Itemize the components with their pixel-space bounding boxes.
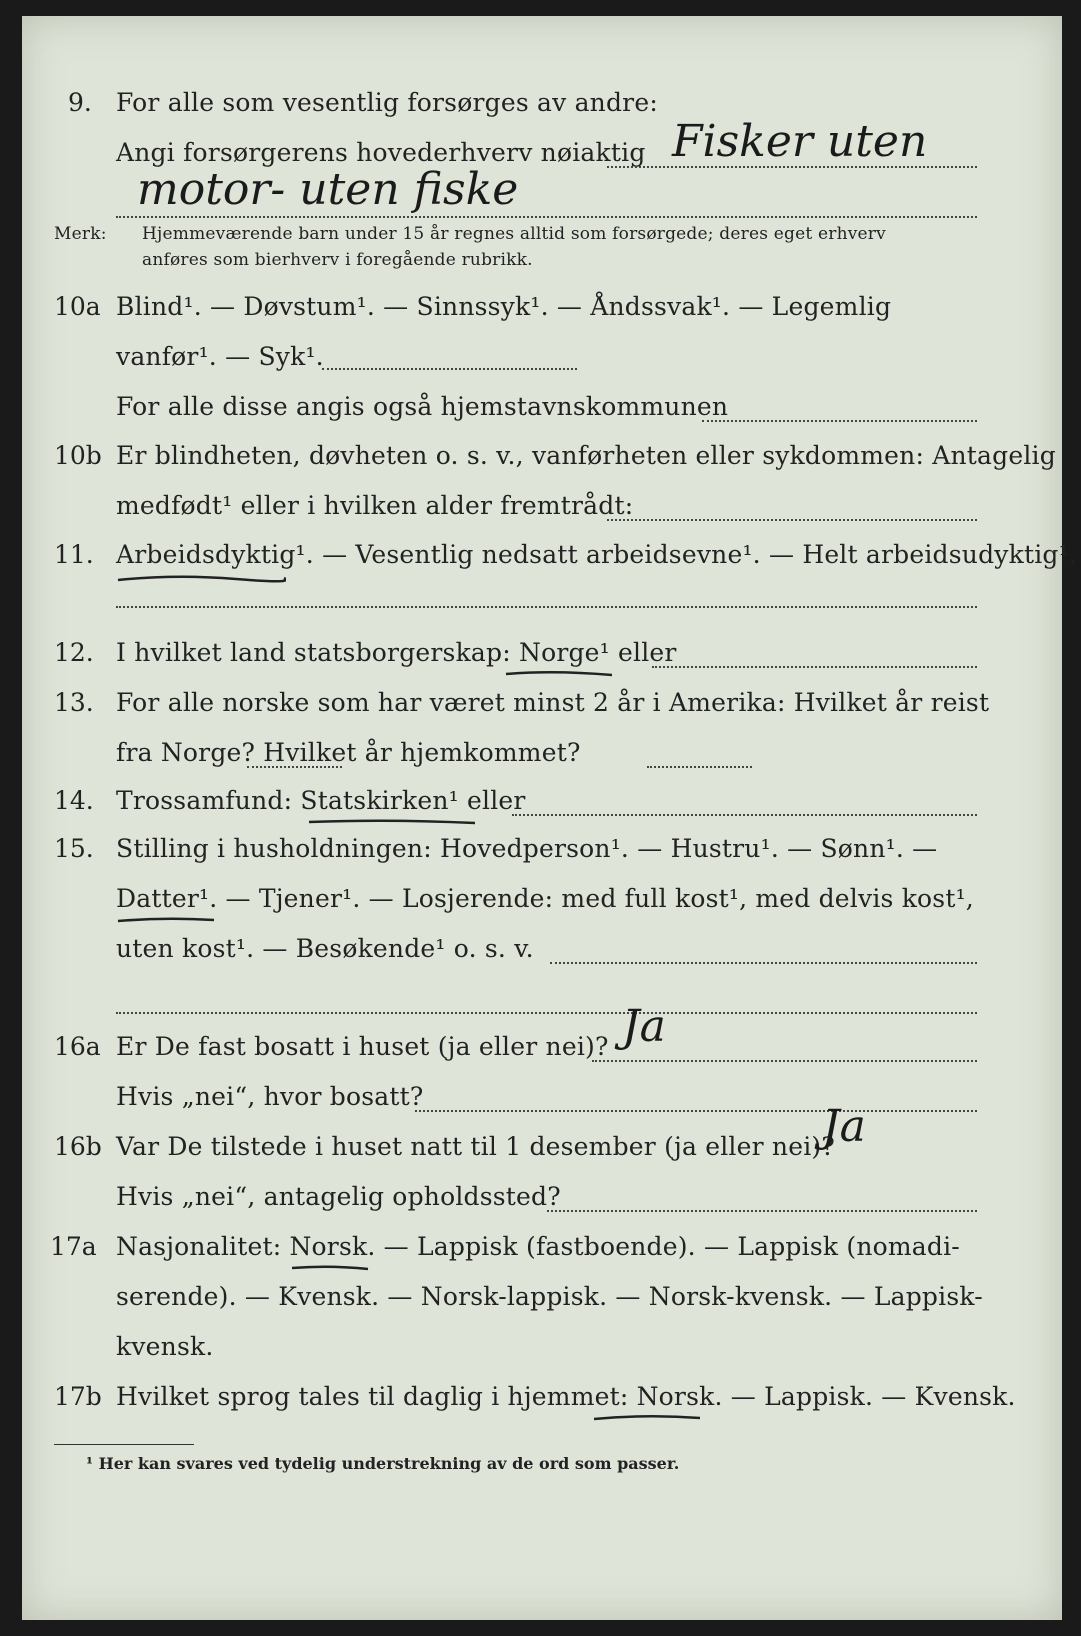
footnote-rule [54,1444,194,1445]
item-number: 17a [50,1232,97,1261]
item-number: 15. [54,834,94,863]
question-text: Angi forsørgerens hovederhverv nøiaktig [116,138,646,167]
note-label: Merk: [54,224,107,244]
answer-line [592,1060,977,1062]
answer-line [547,1210,977,1212]
question-text: vanfør¹. — Syk¹. [116,342,324,371]
question-text: For alle disse angis også hjemstavnskommunen [116,392,729,421]
question-text: Hvis „nei“, antagelig opholdssted? [116,1182,561,1211]
answer-line [322,368,577,370]
answer-line [550,962,977,964]
answer-line [116,216,977,218]
question-text: uten kost¹. — Besøkende¹ o. s. v. [116,934,534,963]
question-text: kvensk. [116,1332,214,1361]
underline-mark [290,1262,370,1274]
item-number: 13. [54,688,94,717]
underline-mark [504,668,614,680]
answer-line [116,606,977,608]
answer-line [647,766,752,768]
answer-line [702,420,977,422]
item-number: 14. [54,786,94,815]
underline-mark [116,914,216,926]
question-text: serende). — Kvensk. — Norsk-lappisk. — Norsk-kvensk. — Lappisk- [116,1282,983,1311]
note-text: Hjemmeværende barn under 15 år regnes alltid som forsørgede; deres eget erhverv [142,224,886,244]
question-text: Hvis „nei“, hvor bosatt? [116,1082,424,1111]
handwritten-answer: Ja [622,1001,666,1052]
answer-line [415,1110,977,1112]
census-form-page [22,16,1077,1620]
question-text: Nasjonalitet: Norsk. — Lappisk (fastboende). — Lappisk (nomadi- [116,1232,960,1261]
item-number: 17b [54,1382,102,1411]
item-number: 12. [54,638,94,667]
handwritten-answer: Ja [822,1101,866,1152]
question-text: fra Norge? Hvilket år hjemkommet? [116,738,581,767]
footnote: ¹ Her kan svares ved tydelig understrekning av de ord som passer. [86,1454,680,1473]
item-number: 16a [54,1032,101,1061]
answer-line [607,519,977,521]
question-text: medfødt¹ eller i hvilken alder fremtrådt: [116,491,634,520]
answer-line [652,666,977,668]
item-number: 10a [54,292,101,321]
underline-mark [307,816,477,828]
handwritten-answer: Fisker uten [672,116,928,167]
underline-mark [116,572,286,586]
question-text: Er blindheten, døvheten o. s. v., vanførheten eller sykdommen: Antagelig [116,441,1056,470]
item-number: 9. [68,88,92,117]
question-text: For alle som vesentlig forsørges av andre: [116,88,658,117]
item-number: 10b [54,441,102,470]
item-number: 16b [54,1132,102,1161]
note-text: anføres som bierhverv i foregående rubrikk. [142,250,533,270]
answer-line [247,766,342,768]
question-text: I hvilket land statsborgerskap: Norge¹ eller [116,638,677,667]
question-text: Trossamfund: Statskirken¹ eller [116,786,526,815]
question-text: Var De tilstede i huset natt til 1 desember (ja eller nei)? [116,1132,835,1161]
question-text: Stilling i husholdningen: Hovedperson¹. — Hustru¹. — Sønn¹. — [116,834,938,863]
answer-line [512,814,977,816]
answer-line [116,1012,977,1014]
item-number: 11. [54,540,94,569]
question-text: Arbeidsdyktig¹. — Vesentlig nedsatt arbeidsevne¹. — Helt arbeidsudyktig¹. [116,540,1077,569]
underline-mark [592,1412,702,1424]
handwritten-answer: motor- uten fiske [137,164,519,215]
question-text: Datter¹. — Tjener¹. — Losjerende: med full kost¹, med delvis kost¹, [116,884,974,913]
question-text: Er De fast bosatt i huset (ja eller nei)? [116,1032,609,1061]
question-text: Blind¹. — Døvstum¹. — Sinnssyk¹. — Åndssvak¹. — Legemlig [116,292,892,321]
question-text: Hvilket sprog tales til daglig i hjemmet: Norsk. — Lappisk. — Kvensk. [116,1382,1016,1411]
question-text: For alle norske som har været minst 2 år i Amerika: Hvilket år reist [116,688,990,717]
